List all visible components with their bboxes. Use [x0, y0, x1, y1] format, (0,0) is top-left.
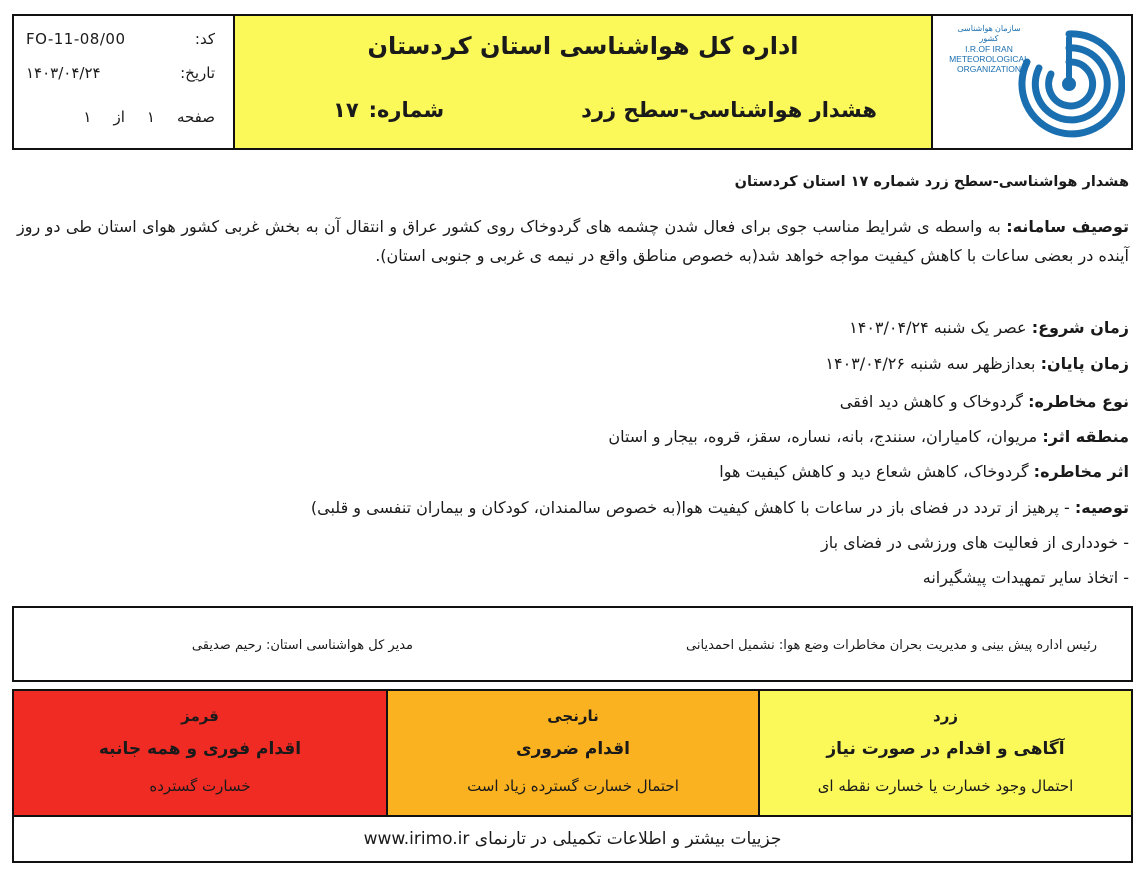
level-orange-impact: احتمال خسارت گسترده زیاد است [467, 777, 679, 795]
code-label: کد: [194, 30, 215, 48]
forecast-head-signature [686, 638, 1097, 653]
page-of: از [113, 108, 125, 126]
advice-label: توصیه: [1074, 498, 1129, 517]
document-header [12, 14, 1133, 150]
hazard-type-label: نوع مخاطره: [1028, 392, 1129, 411]
level-yellow-name: زرد [933, 707, 958, 725]
description-label: توصیف سامانه: [1006, 217, 1130, 236]
level-orange-action: اقدام ضروری [516, 739, 630, 759]
level-yellow-impact: احتمال وجود خسارت یا خسارت نقطه ای [817, 777, 1074, 795]
advice-item-1: - پرهیز از تردد در فضای باز در ساعات با کاهش کیفیت هوا(به خصوص سالمندان، کودکان و بیماران تنفسی و قلبی) [310, 498, 1070, 517]
page-total: ۱ [83, 108, 92, 126]
code-row [26, 30, 215, 48]
end-time-line [825, 354, 1129, 373]
level-red-action: اقدام فوری و همه جانبه [98, 739, 302, 759]
end-text: بعدازظهر سه شنبه ۱۴۰۳/۰۴/۲۶ [825, 354, 1036, 373]
affected-area-line [608, 427, 1129, 446]
warning-levels-table [12, 689, 1133, 863]
title-panel [235, 16, 933, 148]
advice-line-2 [821, 533, 1129, 552]
end-label: زمان پایان: [1040, 354, 1129, 373]
page-row [26, 108, 215, 126]
director-title: مدیر کل هواشناسی استان: [265, 638, 413, 653]
page-title: اداره کل هواشناسی استان کردستان [367, 32, 799, 60]
advice-item-2: - خودداری از فعالیت های ورزشی در فضای باز [821, 533, 1129, 552]
director-name: رحیم صدیقی [191, 638, 262, 653]
effect-text: گردوخاک، کاهش شعاع دید و کاهش کیفیت هوا [719, 462, 1029, 481]
head-name: نشمیل احمدیانی [686, 638, 775, 653]
head-title: رئیس اداره پیش بینی و مدیریت بحران مخاطرات وضع هوا: [778, 638, 1097, 653]
warning-levels-row [14, 691, 1131, 815]
logo-line2: METEOROLOGICAL [949, 54, 1029, 64]
hazard-effect-line [719, 462, 1129, 481]
hazard-type-text: گردوخاک و کاهش دید افقی [839, 392, 1024, 411]
advice-item-3: - اتخاذ سایر تمهیدات پیشگیرانه [922, 568, 1129, 587]
area-label: منطقه اثر: [1042, 427, 1129, 446]
code-value: FO-11-08/00 [26, 30, 126, 48]
date-label: تاریخ: [180, 64, 215, 82]
number-label: شماره: [368, 98, 445, 122]
director-signature [192, 638, 413, 653]
number-value: ۱۷ [333, 98, 359, 122]
warning-number [333, 98, 444, 122]
logo-name-fa: سازمان هواشناسی کشور [957, 24, 1021, 43]
document-heading: هشدار هواشناسی-سطح زرد شماره ۱۷ استان کردستان [734, 174, 1129, 190]
signature-box [12, 606, 1133, 682]
date-row [26, 64, 215, 82]
advice-line-3 [923, 568, 1129, 587]
description-text: به واسطه ی شرایط مناسب جوی برای فعال شدن چشمه های گردوخاک روی کشور عراق و انتقال آن به بخش غربی کشور هوای استان طی دو روز آینده در بعضی ساعات با کاهش کیفیت مواجه خواهد شد(به خصوص مناطق واقع در نیمه ی غربی و جنوبی استان). [17, 217, 1129, 265]
document-meta [14, 16, 235, 148]
organization-logo [933, 16, 1131, 148]
logo-line3: ORGANIZATION [956, 64, 1022, 74]
description-paragraph [17, 212, 1129, 270]
level-orange [388, 691, 760, 815]
effect-label: اثر مخاطره: [1033, 462, 1129, 481]
logo-line1: I.R.OF IRAN [965, 44, 1013, 54]
website-footer: جزییات بیشتر و اطلاعات تکمیلی در تارنمای www.irimo.ir [14, 815, 1131, 861]
page-counter [83, 108, 215, 126]
level-yellow [760, 691, 1131, 815]
level-red-impact: خسارت گسترده [149, 777, 251, 795]
meteorological-logo-icon [1013, 24, 1125, 144]
level-red-name: قرمز [181, 707, 219, 725]
area-text: مریوان، کامیاران، سنندج، بانه، نساره، سقز، قروه، بیجار و استان [608, 427, 1038, 446]
date-value: ۱۴۰۳/۰۴/۲۴ [26, 64, 101, 82]
page-current: ۱ [146, 108, 155, 126]
warning-subtitle: هشدار هواشناسی-سطح زرد [581, 98, 877, 122]
level-red [14, 691, 388, 815]
start-label: زمان شروع: [1031, 318, 1129, 337]
start-time-line [849, 318, 1129, 337]
level-yellow-action: آگاهی و اقدام در صورت نیاز [826, 739, 1065, 759]
start-text: عصر یک شنبه ۱۴۰۳/۰۴/۲۴ [849, 318, 1027, 337]
page-label: صفحه [176, 108, 215, 126]
hazard-type-line [840, 392, 1129, 411]
level-orange-name: نارنجی [547, 707, 599, 725]
advice-line-1 [311, 498, 1129, 517]
